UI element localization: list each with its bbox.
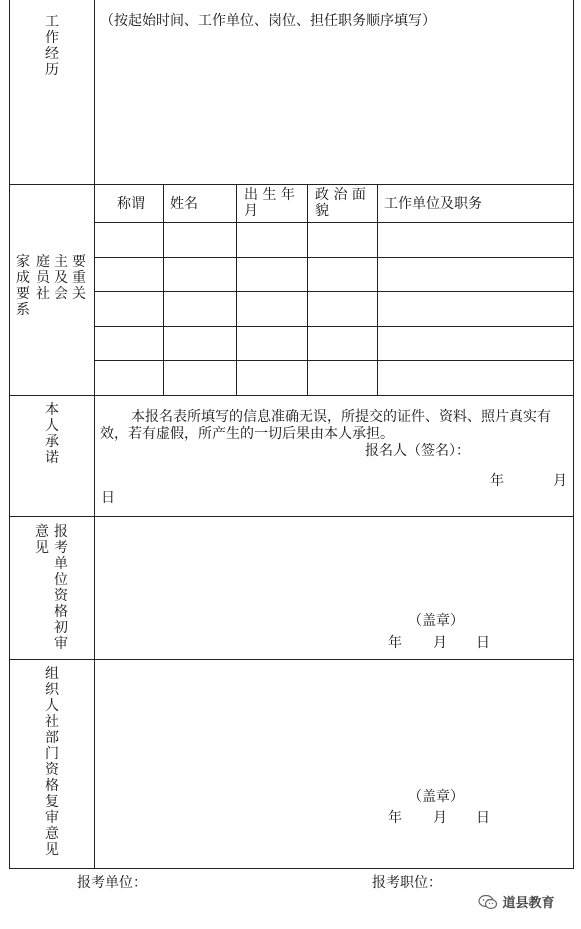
family-label-col4: 要重关: [72, 254, 86, 302]
header-work: 工作单位及职务: [384, 196, 482, 212]
pledge-year: 年: [490, 473, 504, 489]
pledge-month: 月: [553, 473, 567, 489]
pledge-signature: 报名人（签名）：: [365, 443, 470, 459]
header-name: 姓名: [170, 196, 198, 212]
final-review-day: 日: [476, 810, 490, 826]
initial-review-year: 年: [388, 635, 402, 651]
work-history-input-area[interactable]: [95, 30, 573, 183]
footer-unit-label: 报考单位：: [77, 875, 147, 891]
final-review-input-area[interactable]: [95, 660, 573, 867]
pledge-line2: 效，若有虚假，所产生的一切后果由本人承担。: [100, 426, 394, 442]
header-relation: 称谓: [117, 196, 145, 212]
family-label-col1: 家成要系: [16, 254, 30, 318]
initial-review-input-area[interactable]: [95, 517, 573, 658]
final-review-label: 组织人社部门资格复审意见: [45, 666, 59, 858]
pledge-label: 本人承诺: [45, 402, 59, 466]
pledge-day: 日: [101, 490, 115, 506]
initial-review-day: 日: [476, 635, 490, 651]
initial-review-month: 月: [433, 635, 447, 651]
table-row[interactable]: [95, 361, 573, 394]
wechat-icon: [478, 894, 498, 910]
footer-position-label: 报考职位：: [372, 875, 442, 891]
table-row[interactable]: [95, 292, 573, 325]
initial-review-label-col1: 意见: [35, 524, 49, 556]
final-review-month: 月: [433, 810, 447, 826]
header-political-line2: 貌: [315, 203, 329, 219]
header-birth-line2: 月: [244, 203, 258, 219]
watermark-text: 道县教育: [502, 896, 555, 911]
final-review-year: 年: [388, 810, 402, 826]
family-label-col3: 主及会: [54, 254, 68, 302]
watermark: [478, 892, 554, 910]
header-birth: [244, 187, 295, 219]
header-political-line1: 政 治 面: [315, 187, 366, 203]
initial-review-seal: （盖章）: [408, 613, 464, 629]
initial-review-label-col2: 报考单位资格初审: [54, 524, 68, 652]
work-history-hint: （按起始时间、工作单位、岗位、担任职务顺序填写）: [100, 13, 436, 29]
table-row[interactable]: [95, 223, 573, 256]
pledge-line1: 本报名表所填写的信息准确无误，所提交的证件、资料、照片真实有: [131, 409, 551, 425]
header-birth-line1: 出 生 年: [244, 187, 295, 203]
work-history-label: 工作经历: [45, 14, 59, 78]
family-label-col2: 庭员社: [36, 254, 50, 302]
table-row[interactable]: [95, 327, 573, 359]
header-political: [315, 187, 366, 219]
table-row[interactable]: [95, 258, 573, 290]
final-review-seal: （盖章）: [408, 789, 464, 805]
